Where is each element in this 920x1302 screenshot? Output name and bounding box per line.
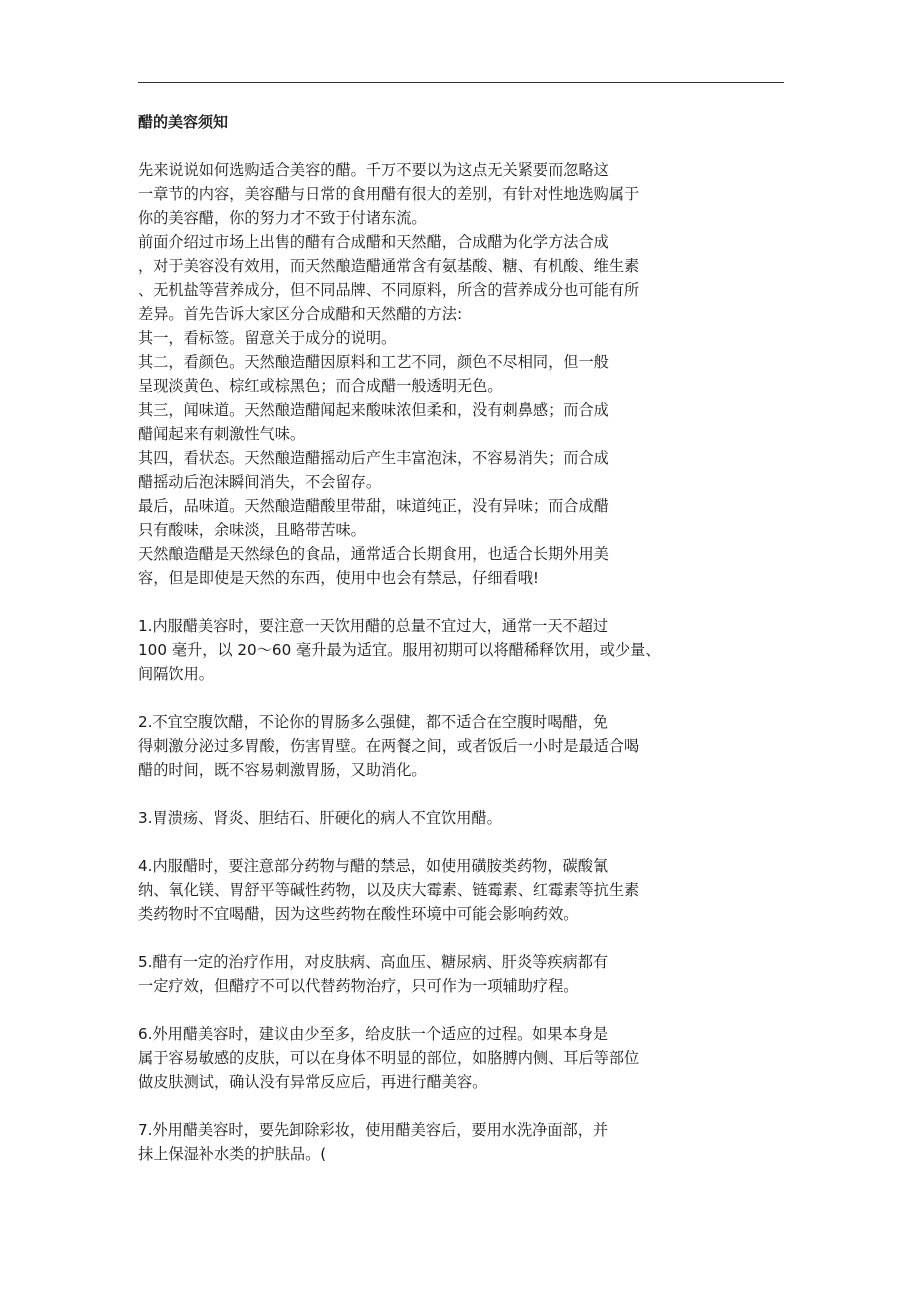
text-line: ，对于美容没有效用，而天然酿造醋通常含有氨基酸、糖、有机酸、维生素 — [138, 257, 640, 275]
text-line: 其三，闻味道。天然酿造醋闻起来酸味浓但柔和，没有刺鼻感；而合成 — [138, 401, 609, 419]
text-line: 7.外用醋美容时，要先卸除彩妆，使用醋美容后，要用水洗净面部，并 — [138, 1121, 609, 1139]
item-5 — [138, 950, 798, 998]
text-line: 1.内服醋美容时，要注意一天饮用醋的总量不宜过大，通常一天不超过 — [138, 617, 609, 635]
text-line: 5.醋有一定的治疗作用，对皮肤病、高血压、糖尿病、肝炎等疾病都有 — [138, 953, 609, 971]
text-line: 只有酸味，余味淡，且略带苦味。 — [138, 521, 366, 539]
text-line: 抹上保湿补水类的护肤品。( — [138, 1145, 327, 1163]
text-line: 先来说说如何选购适合美容的醋。千万不要以为这点无关紧要而忽略这 — [138, 161, 609, 179]
item-7 — [138, 1118, 798, 1166]
item-3 — [138, 806, 798, 830]
text-line: 容，但是即使是天然的东西，使用中也会有禁忌，仔细看哦! — [138, 569, 539, 587]
text-line: 纳、氧化镁、胃舒平等碱性药物，以及庆大霉素、链霉素、红霉素等抗生素 — [138, 881, 640, 899]
text-line: 其二，看颜色。天然酿造醋因原料和工艺不同，颜色不尽相同，但一般 — [138, 353, 609, 371]
text-line: 一章节的内容，美容醋与日常的食用醋有很大的差别，有针对性地选购属于 — [138, 185, 640, 203]
text-line: 最后，品味道。天然酿造醋酸里带甜，味道纯正，没有异味；而合成醋 — [138, 497, 609, 515]
text-line: 3.胃溃疡、肾炎、胆结石、肝硬化的病人不宜饮用醋。 — [138, 809, 502, 827]
intro-section — [138, 158, 798, 590]
document-body — [138, 110, 798, 1166]
text-line: 属于容易敏感的皮肤，可以在身体不明显的部位，如胳膊内侧、耳后等部位 — [138, 1049, 640, 1067]
text-line: 做皮肤测试，确认没有异常反应后，再进行醋美容。 — [138, 1073, 488, 1091]
text-line: 得刺激分泌过多胃酸，伤害胃壁。在两餐之间，或者饭后一小时是最适合喝 — [138, 737, 640, 755]
text-line: 醋的时间，既不容易刺激胃肠，又助消化。 — [138, 761, 427, 779]
text-line: 其四，看状态。天然酿造醋摇动后产生丰富泡沫，不容易消失；而合成 — [138, 449, 609, 467]
item-1 — [138, 614, 798, 686]
text-line: 前面介绍过市场上出售的醋有合成醋和天然醋，合成醋为化学方法合成 — [138, 233, 609, 251]
text-line: 类药物时不宜喝醋，因为这些药物在酸性环境中可能会影响药效。 — [138, 905, 579, 923]
text-line: 、无机盐等营养成分，但不同品牌、不同原料，所含的营养成分也可能有所 — [138, 281, 640, 299]
text-line: 2.不宜空腹饮醋，不论你的胃肠多么强健，都不适合在空腹时喝醋，免 — [138, 713, 609, 731]
header-rule — [138, 82, 784, 83]
text-line: 一定疗效，但醋疗不可以代替药物治疗，只可作为一项辅助疗程。 — [138, 977, 579, 995]
text-line: 差异。首先告诉大家区分合成醋和天然醋的方法: — [138, 305, 463, 323]
text-line: 4.内服醋时，要注意部分药物与醋的禁忌，如使用磺胺类药物，碳酸氰 — [138, 857, 609, 875]
text-line: 间隔饮用。 — [138, 665, 214, 683]
item-2 — [138, 710, 798, 782]
text-line: 其一，看标签。留意关于成分的说明。 — [138, 329, 397, 347]
document-title: 醋的美容须知 — [138, 113, 229, 131]
text-line: 醋闻起来有刺激性气味。 — [138, 425, 306, 443]
text-line: 醋摇动后泡沫瞬间消失，不会留存。 — [138, 473, 381, 491]
text-line: 你的美容醋，你的努力才不致于付诸东流。 — [138, 209, 427, 227]
text-line: 呈现淡黄色、棕红或棕黑色；而合成醋一般透明无色。 — [138, 377, 503, 395]
text-line: 100 毫升，以 20～60 毫升最为适宜。服用初期可以将醋稀释饮用，或少量、 — [138, 641, 661, 659]
item-4 — [138, 854, 798, 926]
item-6 — [138, 1022, 798, 1094]
text-line: 天然酿造醋是天然绿色的食品，通常适合长期食用，也适合长期外用美 — [138, 545, 609, 563]
text-line: 6.外用醋美容时，建议由少至多，给皮肤一个适应的过程。如果本身是 — [138, 1025, 609, 1043]
